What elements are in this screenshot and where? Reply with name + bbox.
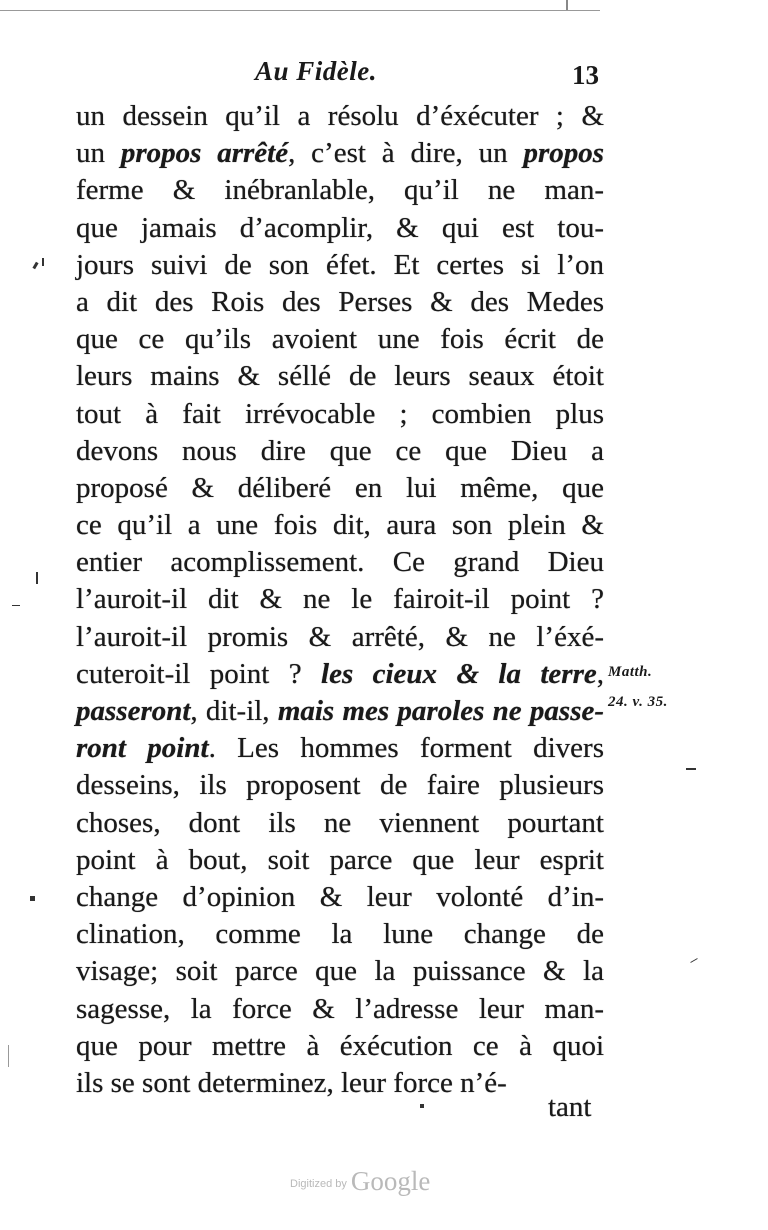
margin-speck	[32, 262, 38, 270]
text-line: que ce qu’ils avoient une fois écrit de	[76, 323, 604, 356]
text-line: choses, dont ils ne viennent pourtant	[76, 806, 604, 839]
margin-speck	[30, 896, 35, 901]
text-line: devons nous dire que ce que Dieu a	[76, 434, 604, 467]
text-line: un propos arrêté, c’est à dire, un propos	[76, 137, 605, 170]
text-line: proposé & déliberé en lui même, que	[76, 471, 604, 504]
text-line: ce qu’il a une fois dit, aura son plein &	[76, 509, 604, 542]
text-line: entier acomplissement. Ce grand Dieu	[76, 546, 604, 579]
text-line: un dessein qu’il a résolu d’éxécuter ; &	[76, 100, 604, 132]
text-line: desseins, ils proposent de faire plusieurs	[76, 769, 604, 802]
text-line: a dit des Rois des Perses & des Medes	[76, 285, 604, 318]
text-line: ils se sont determinez, leur force n’é-	[76, 1066, 507, 1099]
running-head: Au Fidèle.	[255, 56, 378, 86]
top-scan-mark	[566, 0, 568, 10]
text-line: leurs mains & séllé de leurs seaux étoit	[76, 360, 604, 393]
text-line: clination, comme la lune change de	[76, 918, 604, 951]
margin-speck	[36, 572, 38, 584]
text-line: l’auroit-il dit & ne le fairoit-il point ?	[76, 583, 604, 616]
text-line: passeront, dit-il, mais mes paroles ne passe-	[76, 695, 605, 727]
margin-speck	[42, 258, 44, 266]
text-line: visage; soit parce que la puissance & la	[76, 955, 604, 988]
margin-speck	[8, 1045, 9, 1067]
text-line: cuteroit-il point ? les cieux & la terre,	[76, 657, 604, 690]
margin-speck	[686, 768, 696, 770]
text-line: tout à fait irrévocable ; combien plus	[76, 397, 604, 430]
text-line: change d’opinion & leur volonté d’in-	[76, 880, 604, 913]
text-line: ferme & inébranlable, qu’il ne man-	[76, 174, 604, 207]
digitized-by-label: Digitized by	[290, 1178, 347, 1190]
text-line: que jamais d’acomplir, & qui est tou-	[76, 211, 604, 244]
margin-speck	[420, 1104, 424, 1108]
top-scan-rule	[0, 10, 600, 11]
margin-speck	[12, 605, 20, 606]
marginal-note-reference: Matth.	[608, 664, 653, 680]
catchword: tant	[548, 1091, 592, 1123]
text-line: ront point. Les hommes forment divers	[76, 732, 604, 765]
digitized-footer	[290, 1166, 430, 1197]
marginal-note-verse: 24. v. 35.	[608, 694, 668, 710]
text-line: l’auroit-il promis & arrêté, & ne l’éxé-	[76, 620, 604, 653]
margin-speck	[690, 958, 697, 963]
text-line: jours suivi de son éfet. Et certes si l’on	[76, 248, 604, 281]
text-line: point à bout, soit parce que leur esprit	[76, 843, 604, 876]
page-number: 13	[572, 60, 599, 90]
text-line: que pour mettre à éxécution ce à quoi	[76, 1029, 604, 1062]
body-text	[76, 98, 604, 1102]
google-logo: Google	[350, 1166, 431, 1196]
text-line: sagesse, la force & l’adresse leur man-	[76, 992, 604, 1025]
